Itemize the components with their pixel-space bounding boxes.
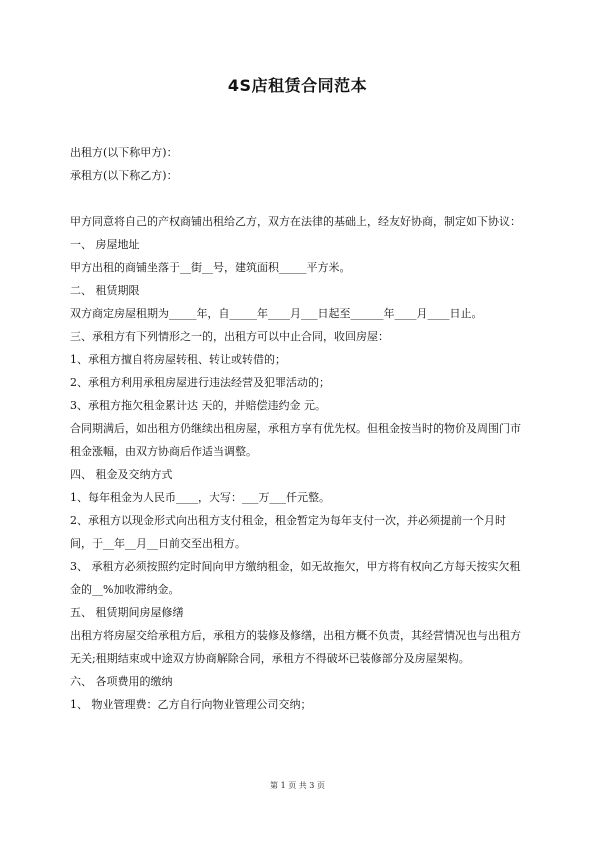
paragraph-line: 3、 承租方必须按照约定时间向甲方缴纳租金，如无故拖欠，甲方将有权向乙方每天按实欠租金的__%加收滞纳金。 <box>70 560 521 596</box>
paragraph-line: 承租方(以下称乙方)： <box>70 169 178 182</box>
paragraph-line: 2、承租方利用承租房屋进行违法经营及犯罪活动的； <box>70 376 330 389</box>
paragraph-line: 出租方将房屋交给承租方后，承租方的装修及修缮，出租方概不负责，其经营情况也与出租方无关;租期结束或中途双方协商解除合同，承租方不得破坏已装修部分及房屋架构。 <box>70 629 521 665</box>
document-body <box>70 141 525 716</box>
paragraph-line: 双方商定房屋租期为_____年，自_____年____月___日起至______年____月____日止。 <box>70 307 483 320</box>
paragraph-line: 2、承租方以现金形式向出租方支付租金，租金暂定为每年支付一次，并必须提前一个月时间，于__年__月__日前交至出租方。 <box>70 514 506 550</box>
paragraph-line: 1、 物业管理费：乙方自行向物业管理公司交纳； <box>70 698 312 711</box>
paragraph-line: 六、 各项费用的缴纳 <box>70 675 173 688</box>
paragraph-line: 一、 房屋地址 <box>70 238 140 251</box>
paragraph-line: 出租方(以下称甲方)： <box>70 146 178 159</box>
paragraph-line: 三、承租方有下列情形之一的，出租方可以中止合同，收回房屋： <box>70 330 389 343</box>
document-title: 4S店租赁合同范本 <box>227 76 368 95</box>
paragraph-line: 1、承租方擅自将房屋转租、转让或转借的； <box>70 353 286 366</box>
paragraph-line: 甲方同意将自己的产权商铺出租给乙方，双方在法律的基础上，经友好协商，制定如下协议： <box>70 215 521 228</box>
page-footer: 第 1 页 共 3 页 <box>270 781 325 790</box>
paragraph-line: 合同期满后，如出租方仍继续出租房屋，承租方享有优先权。但租金按当时的物价及周围门市租金涨幅，由双方协商后作适当调整。 <box>70 422 521 458</box>
paragraph-line: 甲方出租的商铺坐落于__街__号，建筑面积_____平方米。 <box>70 261 351 274</box>
paragraph-line: 二、 租赁期限 <box>70 284 140 297</box>
blank-line <box>70 187 525 210</box>
paragraph-line: 3、承租方拖欠租金累计达 天的，并赔偿违约金 元。 <box>70 399 326 412</box>
paragraph-line: 四、 租金及交纳方式 <box>70 468 173 481</box>
paragraph-line: 1、每年租金为人民币____，大写：___万___仟元整。 <box>70 491 330 504</box>
paragraph-line: 五、 租赁期间房屋修缮 <box>70 606 184 619</box>
